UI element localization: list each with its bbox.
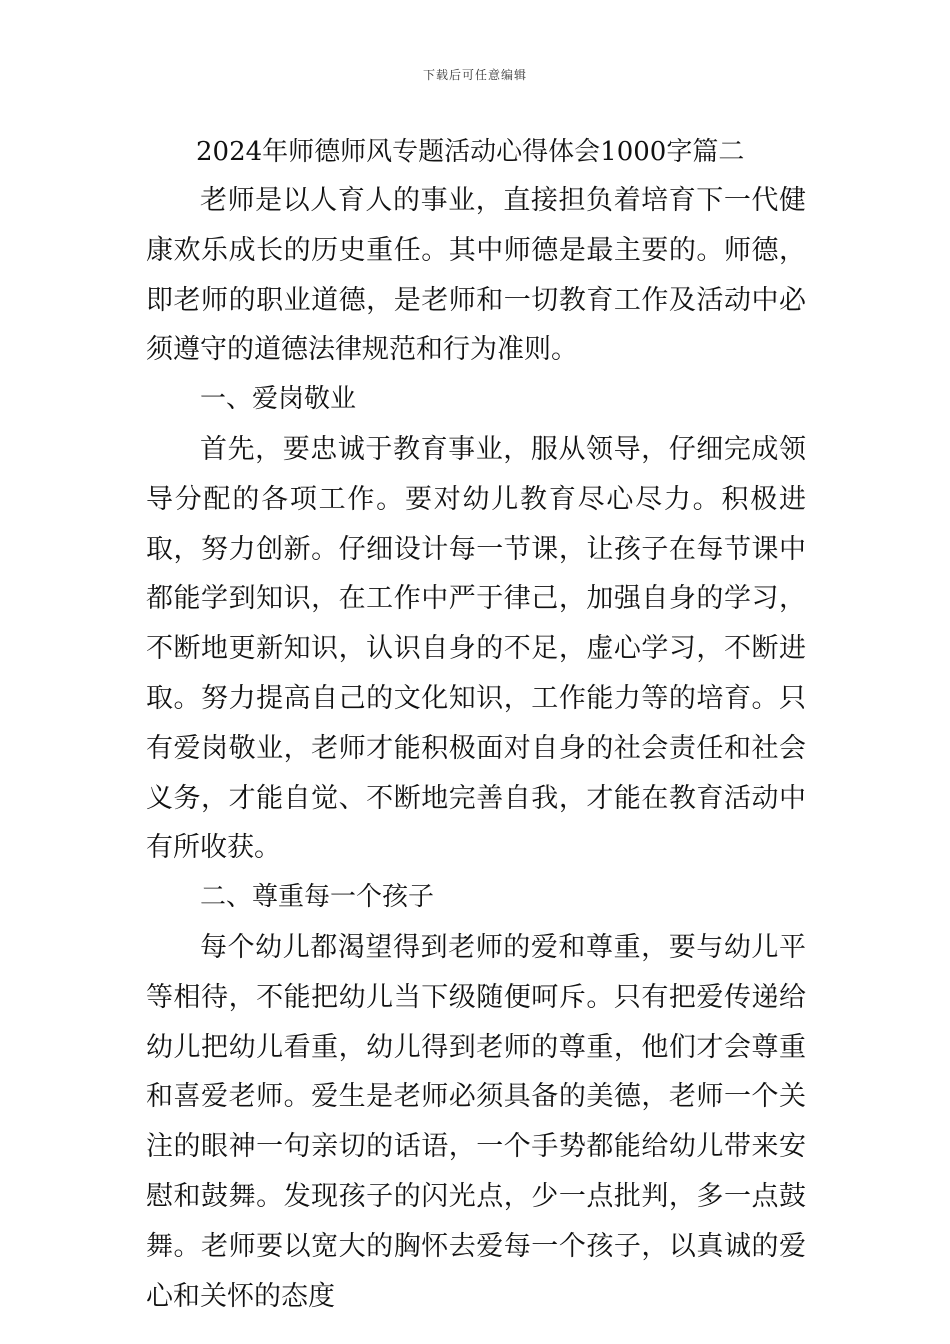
- document-body: [146, 176, 806, 1321]
- header-note: 下载后可任意编辑: [422, 68, 527, 82]
- section-paragraph-2: 每个幼儿都渴望得到老师的爱和尊重，要与幼儿平等相待，不能把幼儿当下级随便呵斥。只有把爱传递给幼儿把幼儿看重，幼儿得到老师的尊重，他们才会尊重和喜爱老师。爱生是老师必须具备的美德，老师一个关注的眼神一句亲切的话语，一个手势都能给幼儿带来安慰和鼓舞。发现孩子的闪光点，少一点批判，多一点鼓舞。老师要以宽大的胸怀去爱每一个孩子，以真诚的爱心和关怀的态度: [146, 931, 806, 1312]
- document-title: 2024年师德师风专题活动心得体会1000字篇二: [196, 137, 745, 167]
- section-heading-2: 二、尊重每一个孩子: [200, 882, 435, 913]
- intro-paragraph: 老师是以人育人的事业，直接担负着培育下一代健康欢乐成长的历史重任。其中师德是最主要的。师德，即老师的职业道德，是老师和一切教育工作及活动中必须遵守的道德法律规范和行为准则。: [146, 185, 806, 366]
- section-paragraph-1: 首先，要忠诚于教育事业，服从领导，仔细完成领导分配的各项工作。要对幼儿教育尽心尽力。积极进取，努力创新。仔细设计每一节课，让孩子在每节课中都能学到知识，在工作中严于律己，加强自身的学习，不断地更新知识，认识自身的不足，虚心学习，不断进取。努力提高自己的文化知识，工作能力等的培育。只有爱岗敬业，老师才能积极面对自身的社会责任和社会义务，才能自觉、不断地完善自我，才能在教育活动中有所收获。: [146, 433, 806, 864]
- section-heading-1: 一、爱岗敬业: [200, 384, 357, 415]
